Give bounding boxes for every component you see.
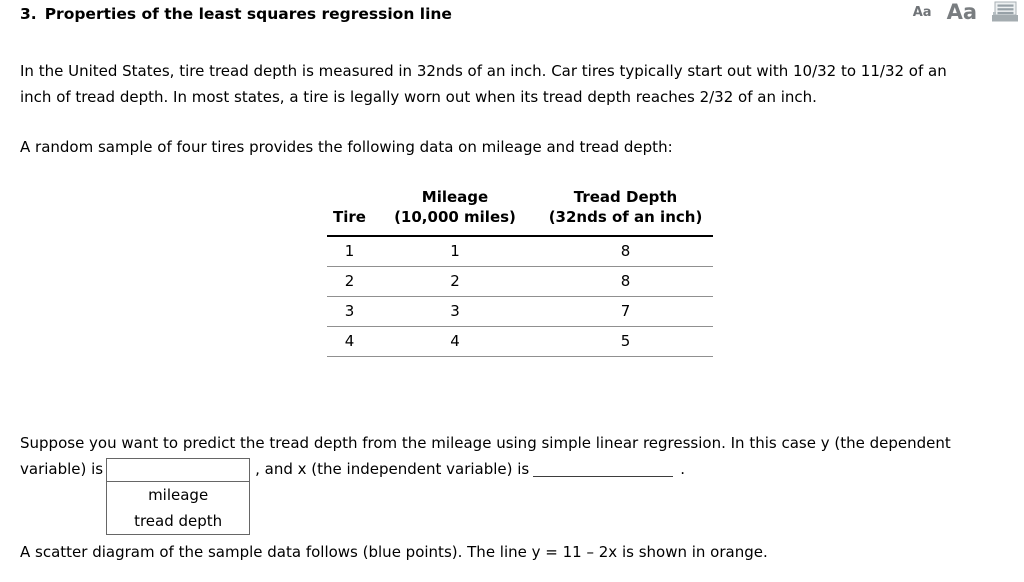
cell-mileage: 1 xyxy=(372,236,538,267)
col-header-tire-label: Tire xyxy=(333,208,366,226)
question-line-1: Suppose you want to predict the tread depth from the mileage using simple linear regression. In this case y (the dependent xyxy=(20,434,951,452)
col-header-mileage-line1: Mileage xyxy=(421,188,489,206)
section-number: 3. xyxy=(20,5,37,23)
cell-tire: 4 xyxy=(327,327,372,357)
table-row xyxy=(327,267,713,297)
table-row xyxy=(327,327,713,357)
sample-intro-text: A random sample of four tires provides the following data on mileage and tread depth: xyxy=(20,138,673,156)
table-row xyxy=(327,236,713,267)
cell-tread: 8 xyxy=(538,267,713,297)
intro-paragraph xyxy=(20,58,1004,110)
cell-tread: 8 xyxy=(538,236,713,267)
intro-line-2: inch of tread depth. In most states, a tire is legally worn out when its tread depth reaches 2/32 of an inch. xyxy=(20,88,817,106)
cell-mileage: 4 xyxy=(372,327,538,357)
cell-tire: 1 xyxy=(327,236,372,267)
dependent-variable-dropdown[interactable] xyxy=(106,458,250,530)
table-header xyxy=(327,187,713,236)
table-row xyxy=(327,297,713,327)
font-size-large-button[interactable]: Aa xyxy=(946,0,977,24)
page-title xyxy=(20,5,1004,24)
dropdown-option-mileage[interactable]: mileage xyxy=(148,485,209,504)
cell-tread: 7 xyxy=(538,297,713,327)
question-line-2-before: variable) is xyxy=(20,460,104,478)
question-line-2 xyxy=(20,456,1004,530)
dropdown-options-panel xyxy=(106,481,250,535)
col-header-tire xyxy=(327,187,372,236)
col-header-tread-line1: Tread Depth xyxy=(573,188,678,206)
independent-variable-blank[interactable] xyxy=(533,474,673,477)
col-header-mileage xyxy=(372,187,538,236)
dropdown-selected-box[interactable] xyxy=(106,458,250,482)
printer-icon[interactable] xyxy=(992,1,1018,24)
cell-tread: 5 xyxy=(538,327,713,357)
cell-mileage: 3 xyxy=(372,297,538,327)
col-header-mileage-line2: (10,000 miles) xyxy=(394,208,516,226)
cell-mileage: 2 xyxy=(372,267,538,297)
intro-line-1: In the United States, tire tread depth is measured in 32nds of an inch. Car tires typically start out with 10/32 to 11/32 of an xyxy=(20,62,947,80)
cell-tire: 3 xyxy=(327,297,372,327)
dropdown-option-tread-depth[interactable]: tread depth xyxy=(134,511,223,530)
scatter-note: A scatter diagram of the sample data follows (blue points). The line y = 11 – 2x is shown in orange. xyxy=(20,543,768,561)
font-size-small-button[interactable]: Aa xyxy=(912,5,932,20)
section-header xyxy=(20,0,1004,30)
cell-tire: 2 xyxy=(327,267,372,297)
display-controls xyxy=(913,0,1018,25)
section-title-text: Properties of the least squares regression line xyxy=(44,5,452,23)
question-line-2-middle: , and x (the independent variable) is xyxy=(255,460,530,478)
question-line-2-end: . xyxy=(680,460,686,478)
col-header-tread-depth xyxy=(538,187,713,236)
col-header-tread-line2: (32nds of an inch) xyxy=(548,208,703,226)
question-block xyxy=(20,430,1004,530)
tire-data-table xyxy=(327,187,713,357)
